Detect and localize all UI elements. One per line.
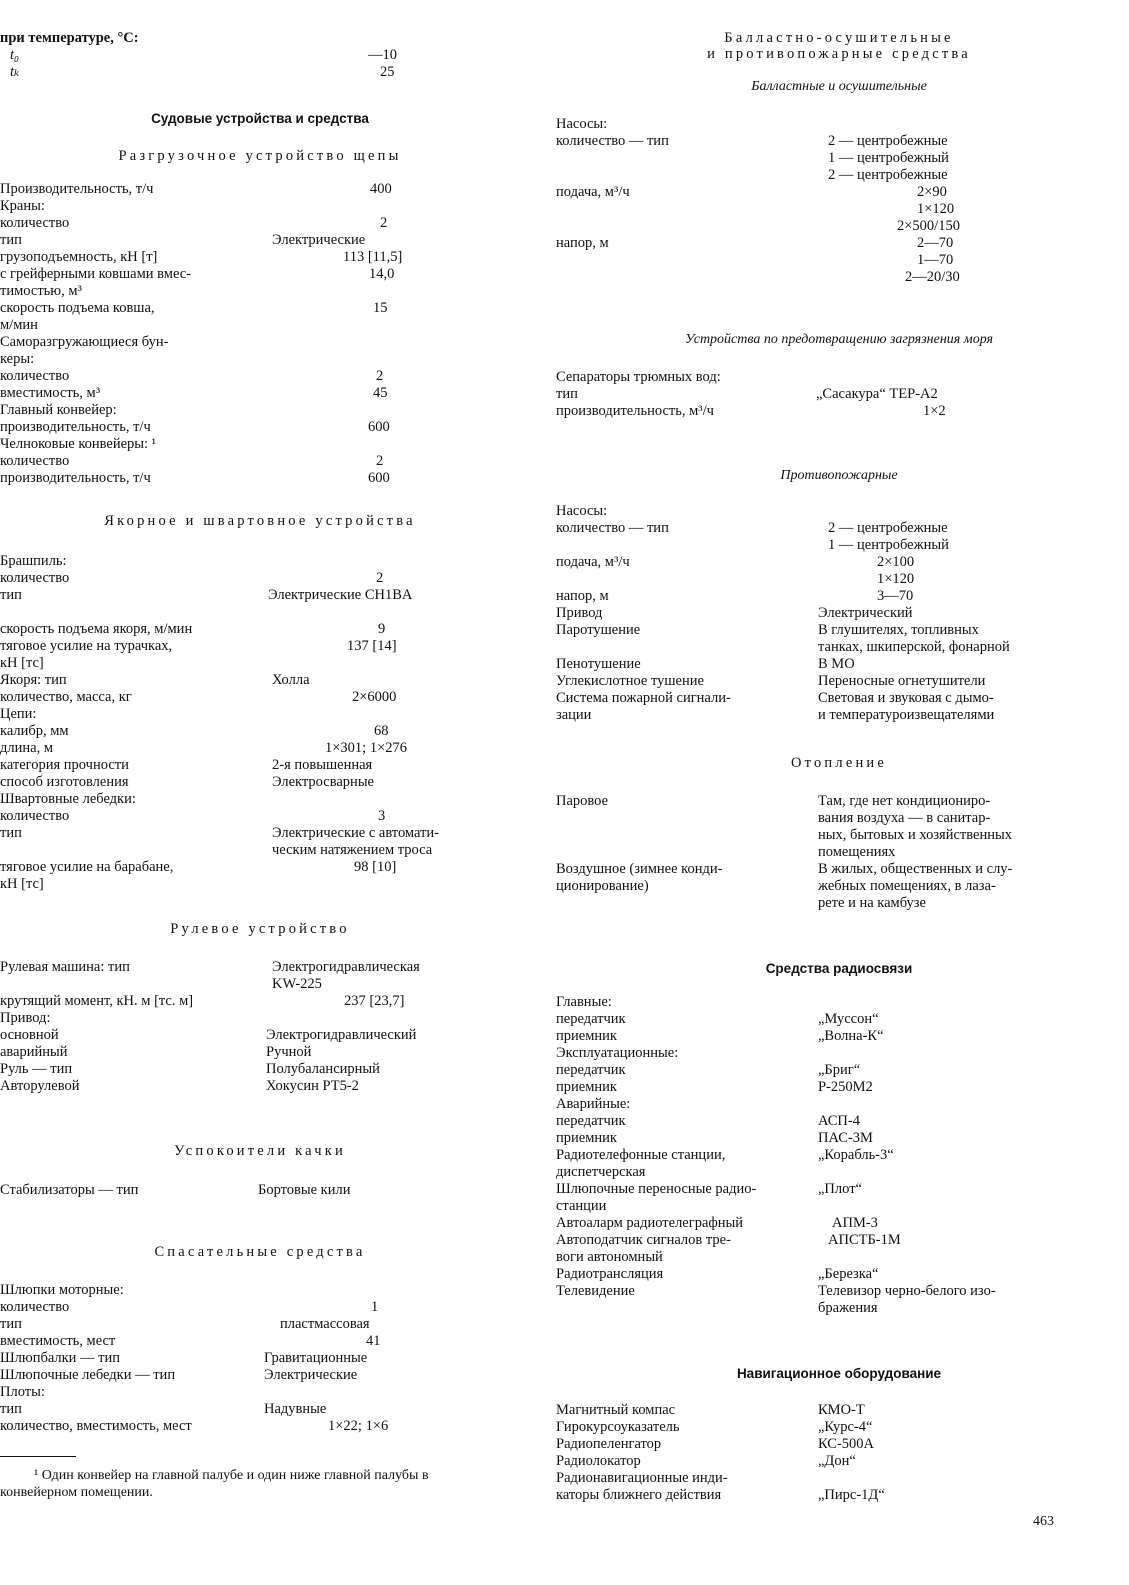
pollution-title: Устройства по предотвращению загрязнения моря	[684, 332, 994, 347]
table-row: Радиолокатор „Дон“	[556, 1453, 856, 1469]
footnote	[0, 1456, 505, 1501]
table-row: Углекислотное тушение Переносные огнетушители	[556, 673, 986, 689]
stabilizers-table	[0, 1182, 520, 1199]
table-row: производительность, т/ч 600	[0, 470, 390, 486]
radio-table	[556, 994, 1122, 1317]
table-row: Привод:	[0, 1010, 51, 1026]
table-row: аварийный Ручной	[0, 1044, 312, 1060]
table-row: Воздушное (зимнее конди- В жилых, общественных и слу-	[556, 861, 1013, 877]
table-row: тип „Сасакура“ ТЕР-А2	[556, 386, 938, 402]
table-row: Шлюпбалки — тип Гравитационные	[0, 1350, 368, 1366]
table-row: производительность, т/ч 600	[0, 419, 390, 435]
table-row: 1×120	[917, 201, 955, 217]
table-row: приемник ПАС-3М	[556, 1130, 873, 1146]
table-row: подача, м³/ч 2×90	[556, 184, 947, 200]
table-row: бражения	[818, 1300, 878, 1316]
table-row: 2—20/30	[905, 269, 960, 285]
table-row: Главные:	[556, 994, 612, 1010]
table-row: воги автономный	[556, 1249, 663, 1265]
table-row: количество 1	[0, 1299, 379, 1315]
table-row: тип Электрические	[0, 232, 366, 248]
table-row: тяговое усилие на турачках, 137 [14]	[0, 638, 397, 654]
table-row: Якоря: тип Холла	[0, 672, 310, 688]
table-row: Радиопеленгатор КС-500А	[556, 1436, 875, 1452]
ballast-subtitle: Балластные и осушительные	[751, 79, 927, 94]
table-row: тип Надувные	[0, 1401, 327, 1417]
intro-row: при температуре, °C:	[0, 30, 139, 46]
table-row: Авторулевой Хокусин РТ5-2	[0, 1078, 359, 1094]
table-row: Автоаларм радиотелеграфный АПМ-3	[556, 1215, 878, 1231]
table-row: Эксплуатационные:	[556, 1045, 679, 1061]
lifesaving-title: Спасательные средства	[154, 1244, 366, 1260]
table-row: 1—70	[917, 252, 954, 268]
table-row: количество, вместимость, мест 1×22; 1×6	[0, 1418, 389, 1434]
table-row: ционирование) жебных помещениях, в лаза-	[556, 878, 996, 894]
table-row: помещениях	[818, 844, 896, 860]
pollution-table	[556, 369, 1122, 420]
table-row: 1×120	[877, 571, 915, 587]
table-row: количество 2	[0, 570, 384, 586]
table-row: скорость подъема ковша, 15	[0, 300, 388, 316]
table-row: скорость подъема якоря, м/мин 9	[0, 621, 386, 637]
table-row: Система пожарной сигнали- Световая и звуковая с дымо-	[556, 690, 994, 706]
table-row: Магнитный компас КМО-Т	[556, 1402, 865, 1418]
table-row: Радиотелефонные станции, „Корабль-3“	[556, 1147, 894, 1163]
table-row: количество 2	[0, 368, 384, 384]
lifesaving-table	[0, 1282, 520, 1435]
table-row: Швартовные лебедки:	[0, 791, 136, 807]
table-row: Стабилизаторы — тип Бортовые кили	[0, 1182, 351, 1198]
table-row: Аварийные:	[556, 1096, 631, 1112]
ballast-table	[556, 116, 1122, 286]
table-row: Пенотушение В МО	[556, 656, 855, 672]
heating-title: Отопление	[790, 755, 888, 771]
footnote-divider	[0, 1456, 76, 1457]
table-row: 2×500/150	[897, 218, 960, 234]
heating-table	[556, 793, 1122, 912]
table-row: количество, масса, кг 2×6000	[0, 689, 397, 705]
table-row: 1 — центробежный	[828, 150, 949, 166]
table-row: длина, м 1×301; 1×276	[0, 740, 408, 756]
table-row: калибр, мм 68	[0, 723, 389, 739]
ballast-main-title: Балластно-осушительные и противопожарные средства	[707, 30, 971, 62]
anchor-table	[0, 553, 520, 893]
stabilizers-title: Успокоители качки	[174, 1143, 346, 1159]
table-row: KW-225	[272, 976, 322, 992]
table-row: Привод Электрический	[556, 605, 913, 621]
section-title: Судовые устройства и средства	[151, 111, 369, 126]
intro-row: tₖ 25	[10, 64, 395, 80]
table-row: каторы ближнего действия „Пирс-1Д“	[556, 1487, 885, 1503]
table-row: Плоты:	[0, 1384, 45, 1400]
table-row: Телевидение Телевизор черно-белого изо-	[556, 1283, 996, 1299]
table-row: Краны:	[0, 198, 45, 214]
table-row: основной Электрогидравлический	[0, 1027, 417, 1043]
steering-table	[0, 959, 520, 1095]
table-row: вания воздуха — в санитар-	[818, 810, 991, 826]
navigation-table	[556, 1402, 1122, 1504]
table-row: крутящий момент, кН. м [тс. м] 237 [23,7]	[0, 993, 405, 1009]
table-row: зации и температуроизвещателями	[556, 707, 995, 723]
anchor-title: Якорное и швартовное устройства	[104, 513, 416, 529]
table-row: тимостью, м³	[0, 283, 82, 299]
table-row: Автоподатчик сигналов тре- АПСТБ-1М	[556, 1232, 901, 1248]
fire-table	[556, 503, 1122, 724]
footnote-text: ¹ Один конвейер на главной палубе и один ниже главной палубы в конвейерном помещении.	[0, 1468, 429, 1500]
table-row: с грейферными ковшами вмес- 14,0	[0, 266, 395, 282]
table-row: приемник „Волна-К“	[556, 1028, 884, 1044]
table-row: Шлюпки моторные:	[0, 1282, 124, 1298]
table-row: передатчик „Муссон“	[556, 1011, 879, 1027]
table-row: 2 — центробежные	[828, 167, 948, 183]
steering-title: Рулевое устройство	[170, 921, 350, 937]
table-row: передатчик АСП-4	[556, 1113, 860, 1129]
table-row: 1 — центробежный	[828, 537, 949, 553]
table-row: Паровое Там, где нет кондициониро-	[556, 793, 991, 809]
table-row: Производительность, т/ч 400	[0, 181, 392, 197]
table-row: Гирокурсоуказатель „Курс-4“	[556, 1419, 873, 1435]
table-row: керы:	[0, 351, 35, 367]
table-row	[0, 604, 520, 621]
table-row: Шлюпочные переносные радио- „Плот“	[556, 1181, 862, 1197]
table-row: Радионавигационные инди-	[556, 1470, 728, 1486]
table-row: Паротушение В глушителях, топливных	[556, 622, 979, 638]
table-row: производительность, м³/ч 1×2	[556, 403, 946, 419]
table-row: способ изготовления Электросварные	[0, 774, 374, 790]
table-row: категория прочности 2-я повышенная	[0, 757, 373, 773]
fire-title: Противопожарные	[780, 468, 898, 483]
table-row: танках, шкиперской, фонарной	[818, 639, 1010, 655]
table-row: количество — тип 2 — центробежные	[556, 520, 948, 536]
table-row: вместимость, м³ 45	[0, 385, 388, 401]
page-number: 463	[1033, 1514, 1054, 1529]
table-row: количество — тип 2 — центробежные	[556, 133, 948, 149]
table-row: м/мин	[0, 317, 38, 333]
table-row: диспетчерская	[556, 1164, 646, 1180]
table-row: Саморазгружающиеся бун-	[0, 334, 169, 350]
table-row: Цепи:	[0, 706, 37, 722]
table-row: напор, м 2—70	[556, 235, 954, 251]
table-row: Шлюпочные лебедки — тип Электрические	[0, 1367, 358, 1383]
table-row: тип пластмассовая	[0, 1316, 370, 1332]
unloading-table	[0, 181, 520, 487]
table-row: кН [тс]	[0, 876, 44, 892]
table-row: станции	[556, 1198, 607, 1214]
table-row: кН [тс]	[0, 655, 44, 671]
unloading-title: Разгрузочное устройство щепы	[118, 148, 402, 164]
radio-title: Средства радиосвязи	[765, 961, 913, 976]
table-row: тип Электрические CH1BA	[0, 587, 413, 603]
table-row: количество 3	[0, 808, 386, 824]
table-row: передатчик „Бриг“	[556, 1062, 861, 1078]
table-row: приемник Р-250М2	[556, 1079, 873, 1095]
table-row: грузоподъемность, кН [т] 113 [11,5]	[0, 249, 403, 265]
table-row: Руль — тип Полубалансирный	[0, 1061, 380, 1077]
table-row: ных, бытовых и хозяйственных	[818, 827, 1012, 843]
table-row: рете и на камбузе	[818, 895, 926, 911]
table-row: Насосы:	[556, 503, 608, 519]
table-row: Сепараторы трюмных вод:	[556, 369, 721, 385]
table-row: количество 2	[0, 453, 384, 469]
table-row: напор, м 3—70	[556, 588, 914, 604]
table-row: вместимость, мест 41	[0, 1333, 381, 1349]
table-row: Челноковые конвейеры: ¹	[0, 436, 157, 452]
intro-block	[0, 30, 520, 81]
table-row: тип Электрические с автомати-	[0, 825, 439, 841]
table-row: Рулевая машина: тип Электрогидравлическая	[0, 959, 420, 975]
table-row: Брашпиль:	[0, 553, 67, 569]
table-row: тяговое усилие на барабане, 98 [10]	[0, 859, 397, 875]
intro-row: t₀ —10	[10, 47, 397, 63]
table-row: ческим натяжением троса	[272, 842, 433, 858]
table-row: Радиотрансляция „Березка“	[556, 1266, 879, 1282]
navigation-title: Навигационное оборудование	[736, 1366, 942, 1381]
table-row: подача, м³/ч 2×100	[556, 554, 915, 570]
table-row: Насосы:	[556, 116, 608, 132]
table-row: Главный конвейер:	[0, 402, 117, 418]
table-row: количество 2	[0, 215, 388, 231]
